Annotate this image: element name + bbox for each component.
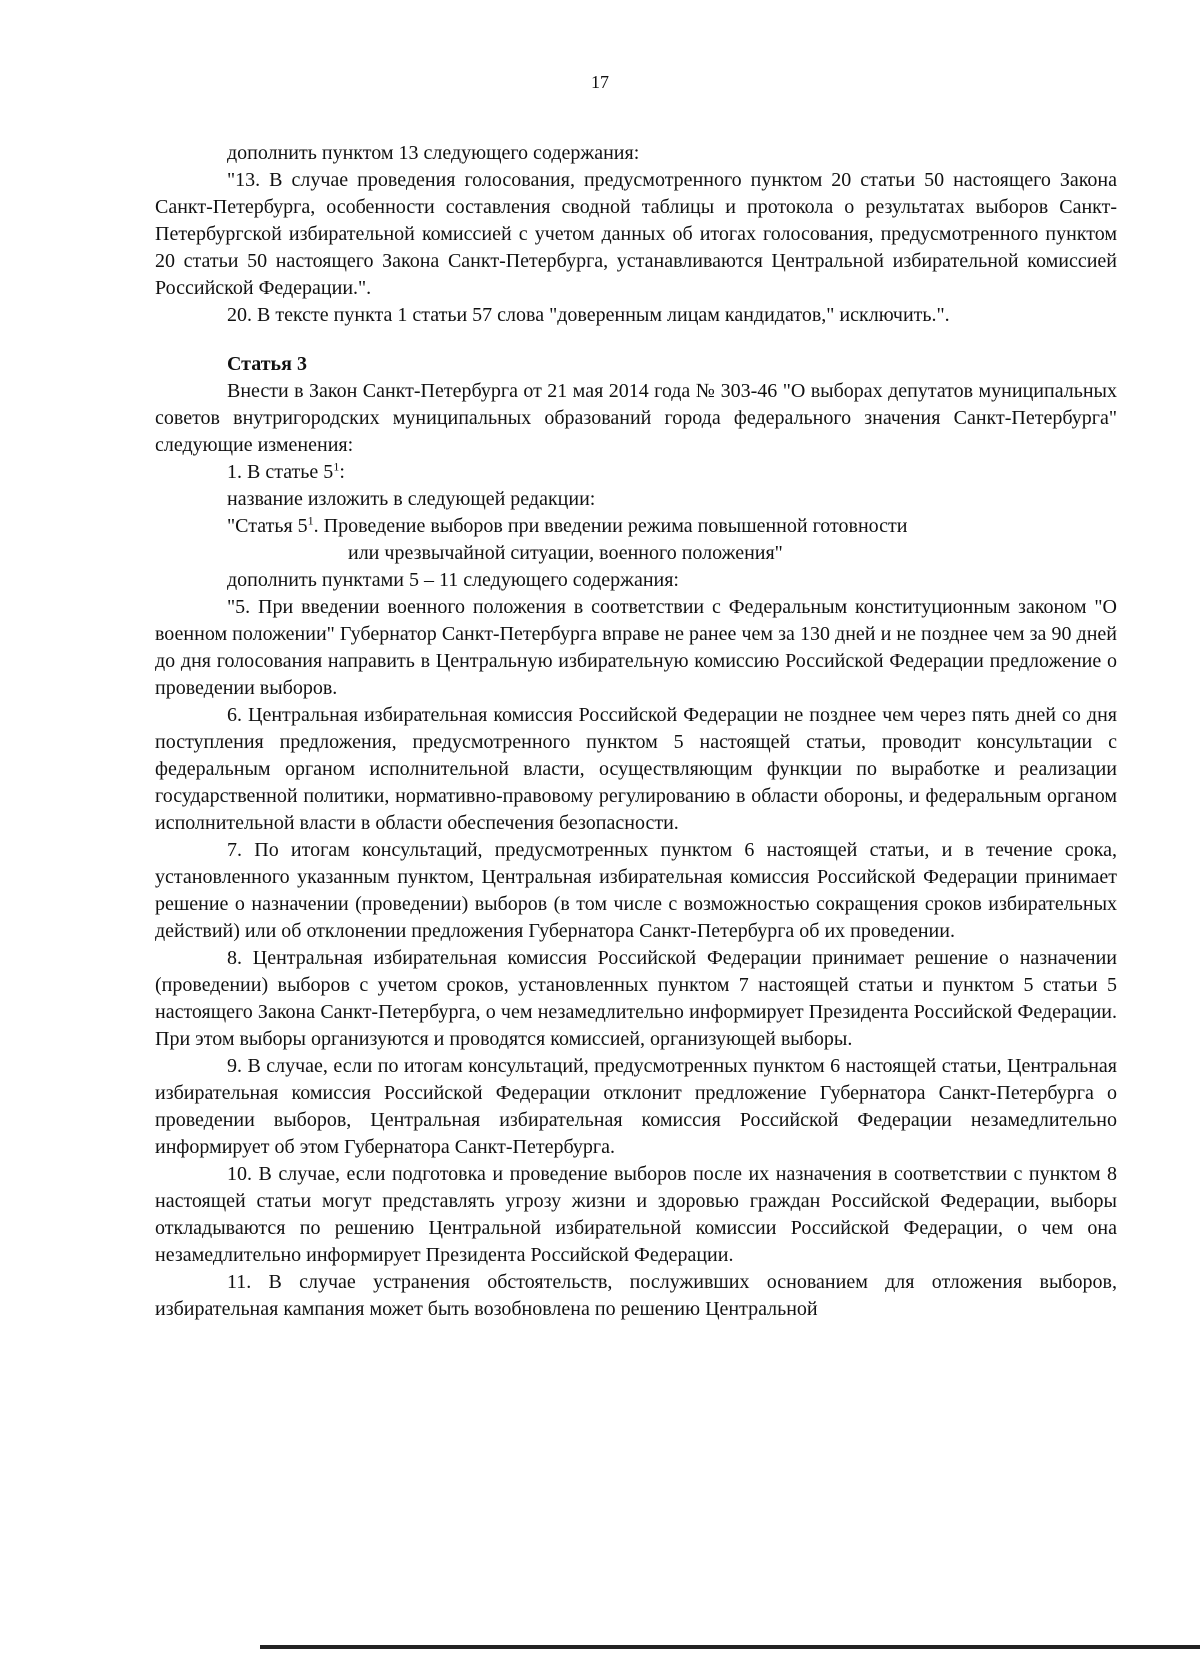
paragraph-item-6: 6. Центральная избирательная комиссия Российской Федерации не позднее чем через пять дней со дня поступления предложения, предусмотренного пунктом 5 настоящей статьи, проводит консультации с федеральным органом исполнительной власти, осуществляющим функции по выработке и реализации государственной политики, нормативно-правовому регулированию в области обороны, и федеральным органом исполнительной власти в области обеспечения безопасности. xyxy=(155,704,1117,834)
new-title-suffix: . Проведение выборов при введении режима повышенной готовности xyxy=(313,515,908,537)
new-title-line xyxy=(155,513,1117,540)
article-title: Статья 3 xyxy=(227,353,307,375)
document-body xyxy=(155,140,1117,1323)
bottom-rule xyxy=(260,1645,1200,1649)
paragraph-item-7: 7. По итогам консультаций, предусмотренных пунктом 6 настоящей статьи, и в течение срока, установленного указанным пунктом, Центральная избирательная комиссия Российской Федерации принимает решение о назначении (проведении) выборов (в том числе с возможностью сокращения сроков избирательных действий) или об отклонении предложения Губернатора Санкт-Петербурга об их проведении. xyxy=(155,839,1117,942)
new-title-line-2: или чрезвычайной ситуации, военного положения" xyxy=(348,542,783,564)
new-title-superscript: 1 xyxy=(307,513,314,528)
page-number: 17 xyxy=(591,72,609,92)
paragraph-item-8: 8. Центральная избирательная комиссия Российской Федерации принимает решение о назначении (проведении) выборов с учетом сроков, установленных пунктом 7 настоящей статьи и пунктом 5 статьи 5 настоящего Закона Санкт-Петербурга, о чем незамедлительно информирует Президента Российской Федерации. При этом выборы организуются и проводятся комиссией, организующей выборы. xyxy=(155,947,1117,1050)
item-1-prefix: 1. В статье 5 xyxy=(227,461,334,483)
paragraph-item-20: 20. В тексте пункта 1 статьи 57 слова "доверенным лицам кандидатов," исключить.". xyxy=(227,304,950,326)
paragraph-item-13: "13. В случае проведения голосования, предусмотренного пунктом 20 статьи 50 настоящего Закона Санкт-Петербурга, особенности составления сводной таблицы и протокола о результатах выборов Санкт-Петербургской избирательной комиссией с учетом данных об итогах голосования, предусмотренного пунктом 20 статьи 50 настоящего Закона Санкт-Петербурга, устанавливаются Центральной избирательной комиссией Российской Федерации.". xyxy=(155,169,1117,299)
paragraph-item-9: 9. В случае, если по итогам консультаций, предусмотренных пунктом 6 настоящей статьи, Центральная избирательная комиссия Российской Федерации отклонит предложение Губернатора Санкт-Петербурга о проведении выборов, Центральная избирательная комиссия Российской Федерации незамедлительно информирует об этом Губернатора Санкт-Петербурга. xyxy=(155,1055,1117,1158)
new-title-prefix: "Статья 5 xyxy=(227,515,308,537)
item-1-line xyxy=(155,459,1117,486)
paragraph-item-5: "5. При введении военного положения в соответствии с Федеральным конституционным законом "О военном положении" Губернатор Санкт-Петербурга вправе не ранее чем за 130 дней и не позднее чем за 90 дней до дня голосования направить в Центральную избирательную комиссию Российской Федерации предложение о проведении выборов. xyxy=(155,596,1117,699)
item-1-suffix: : xyxy=(339,461,345,483)
paragraph-supplement-13: дополнить пунктом 13 следующего содержания: xyxy=(227,142,640,164)
paragraph-item-10: 10. В случае, если подготовка и проведение выборов после их назначения в соответствии с пунктом 8 настоящей статьи могут представлять угрозу жизни и здоровью граждан Российской Федерации, выборы откладываются по решению Центральной избирательной комиссии Российской Федерации, о чем она незамедлительно информирует Президента Российской Федерации. xyxy=(155,1163,1117,1266)
paragraph-item-11: 11. В случае устранения обстоятельств, послуживших основанием для отложения выборов, избирательная кампания может быть возобновлена по решению Центральной xyxy=(155,1271,1117,1320)
supplement-line: дополнить пунктами 5 – 11 следующего содержания: xyxy=(227,569,679,591)
item-1-superscript: 1 xyxy=(333,459,340,474)
rename-line: название изложить в следующей редакции: xyxy=(227,488,596,510)
article-intro: Внести в Закон Санкт-Петербурга от 21 мая 2014 года № 303-46 "О выборах депутатов муниципальных советов внутригородских муниципальных образований города федерального значения Санкт-Петербурга" следующие изменения: xyxy=(155,380,1117,456)
